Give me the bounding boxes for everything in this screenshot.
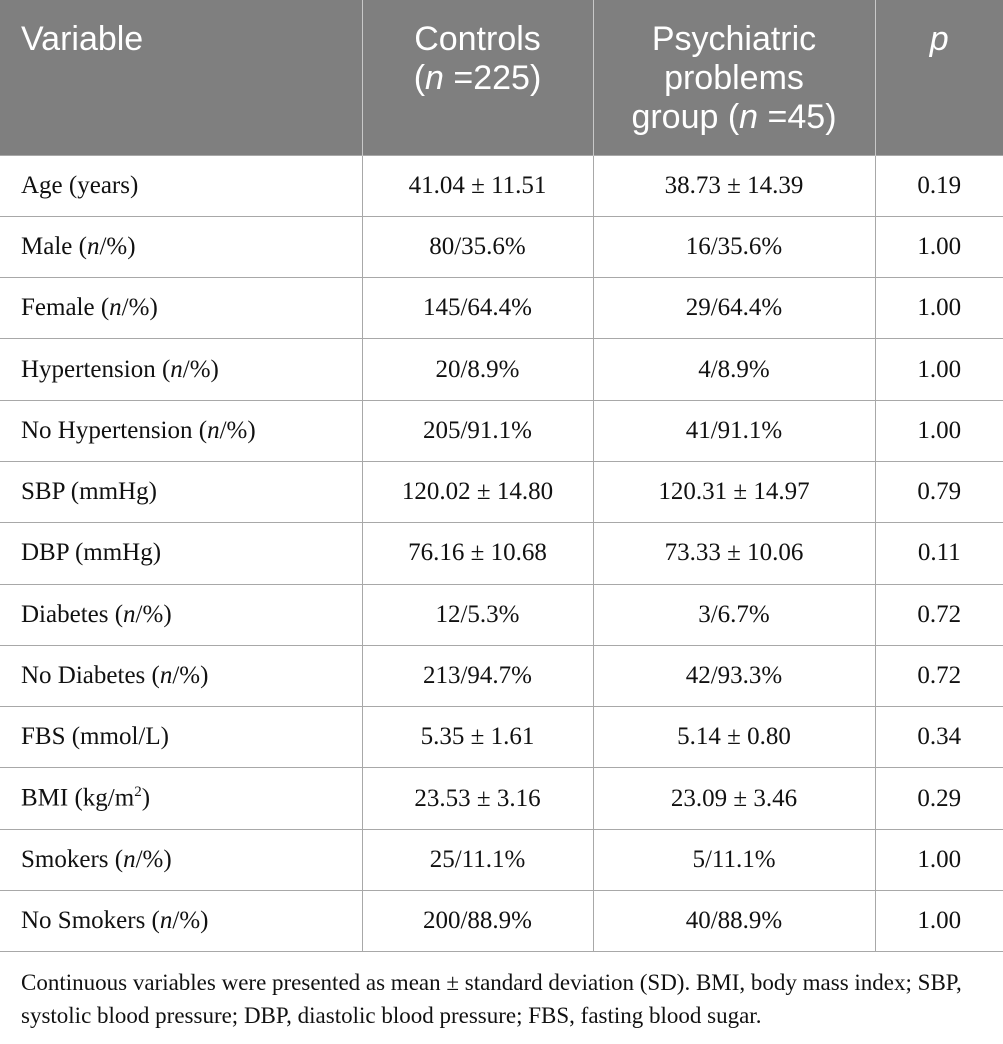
variable-cell (0, 155, 362, 216)
p-value-cell: 1.00 (875, 829, 1003, 890)
header-p-value (875, 0, 1003, 155)
variable-label-pre: Female ( (21, 294, 110, 322)
header-psych-n-symbol: n (739, 98, 759, 136)
variable-cell (0, 278, 362, 339)
header-controls-n-symbol: n (425, 59, 444, 97)
p-value-cell: 1.00 (875, 339, 1003, 400)
variable-cell (0, 768, 362, 829)
variable-label-it: n (123, 845, 136, 873)
variable-label-post: /%) (219, 416, 256, 444)
p-value-cell: 1.00 (875, 216, 1003, 277)
variable-label-post: /%) (99, 232, 136, 260)
header-psych-line2: problems (664, 59, 804, 97)
variable-label-pre: No Hypertension ( (21, 416, 208, 444)
header-controls (362, 0, 593, 155)
variable-label-it: n (170, 355, 183, 383)
psychiatric-cell: 42/93.3% (593, 645, 875, 706)
psychiatric-cell: 3/6.7% (593, 584, 875, 645)
variable-cell (0, 400, 362, 461)
controls-cell: 5.35 ± 1.61 (362, 707, 593, 768)
table-row (0, 707, 1003, 768)
variable-label-sup: 2 (134, 784, 142, 801)
variable-label-it: n (109, 294, 122, 322)
variable-label-pre: Smokers ( (21, 845, 124, 873)
table-body (0, 155, 1003, 952)
table-row (0, 523, 1003, 584)
p-value-cell: 0.72 (875, 645, 1003, 706)
p-value-cell: 1.00 (875, 891, 1003, 952)
variable-cell (0, 216, 362, 277)
header-psychiatric (593, 0, 875, 155)
variable-cell (0, 829, 362, 890)
variable-label-it: n (123, 600, 136, 628)
variable-label-pre: No Smokers ( (21, 907, 160, 935)
header-psych-line1: Psychiatric (651, 20, 817, 58)
variable-label-pre: Age (years) (21, 171, 139, 199)
header-controls-n-open: ( (413, 59, 426, 97)
table-row (0, 339, 1003, 400)
controls-cell: 80/35.6% (362, 216, 593, 277)
controls-cell: 76.16 ± 10.68 (362, 523, 593, 584)
controls-cell: 12/5.3% (362, 584, 593, 645)
psychiatric-cell: 38.73 ± 14.39 (593, 155, 875, 216)
p-value-cell: 0.34 (875, 707, 1003, 768)
psychiatric-cell: 29/64.4% (593, 278, 875, 339)
table-row (0, 400, 1003, 461)
p-value-cell: 0.19 (875, 155, 1003, 216)
psychiatric-cell: 23.09 ± 3.46 (593, 768, 875, 829)
header-p-symbol: p (929, 20, 949, 58)
variable-cell (0, 461, 362, 522)
p-value-cell: 1.00 (875, 400, 1003, 461)
controls-cell: 213/94.7% (362, 645, 593, 706)
header-variable: Variable (0, 0, 362, 155)
variable-cell (0, 707, 362, 768)
variable-cell (0, 584, 362, 645)
controls-cell: 145/64.4% (362, 278, 593, 339)
psychiatric-cell: 4/8.9% (593, 339, 875, 400)
variable-label-pre: FBS (mmol/L) (21, 723, 169, 751)
variable-cell (0, 339, 362, 400)
table-row (0, 584, 1003, 645)
variable-cell (0, 645, 362, 706)
variable-label-it: n (207, 416, 220, 444)
psychiatric-cell: 5.14 ± 0.80 (593, 707, 875, 768)
variable-label-post: /%) (135, 845, 172, 873)
variable-cell (0, 891, 362, 952)
table-row (0, 216, 1003, 277)
p-value-cell: 0.11 (875, 523, 1003, 584)
variable-label-post: /%) (172, 907, 209, 935)
table-row (0, 891, 1003, 952)
variable-label-pre: DBP (mmHg) (21, 539, 162, 567)
controls-cell: 120.02 ± 14.80 (362, 461, 593, 522)
variable-label-post: /%) (135, 600, 172, 628)
variable-label-pre: Hypertension ( (21, 355, 171, 383)
variable-label-it: n (159, 662, 173, 690)
header-psych-n-value: =45) (758, 98, 837, 136)
controls-cell: 23.53 ± 3.16 (362, 768, 593, 829)
table-row (0, 829, 1003, 890)
controls-cell: 25/11.1% (362, 829, 593, 890)
header-psych-line3: group ( (631, 98, 740, 136)
p-value-cell: 1.00 (875, 278, 1003, 339)
controls-cell: 41.04 ± 11.51 (362, 155, 593, 216)
psychiatric-cell: 5/11.1% (593, 829, 875, 890)
table-footnote: Continuous variables were presented as mean ± standard deviation (SD). BMI, body mass index; SBP, systolic blood pressure; DBP, diastolic blood pressure; FBS, fasting blood sugar. (21, 970, 962, 1028)
table-row (0, 768, 1003, 829)
psychiatric-cell: 16/35.6% (593, 216, 875, 277)
variable-label-after: ) (141, 784, 151, 812)
variable-label-it: n (159, 907, 173, 935)
variable-label-post: /%) (172, 662, 209, 690)
variable-label-pre: Diabetes ( (21, 600, 124, 628)
variable-label-pre: Male ( (21, 232, 87, 260)
table-row (0, 278, 1003, 339)
variable-label-it: n (86, 232, 100, 260)
variable-label-pre: BMI (kg/m (21, 784, 135, 812)
header-controls-title: Controls (414, 20, 541, 58)
p-value-cell: 0.29 (875, 768, 1003, 829)
psychiatric-cell: 41/91.1% (593, 400, 875, 461)
psychiatric-cell: 40/88.9% (593, 891, 875, 952)
variable-label-post: /%) (121, 294, 158, 322)
variable-label-pre: SBP (mmHg) (21, 478, 157, 506)
header-controls-n-value: =225) (443, 59, 542, 97)
p-value-cell: 0.79 (875, 461, 1003, 522)
controls-cell: 205/91.1% (362, 400, 593, 461)
header-row (0, 0, 1003, 155)
variable-label-pre: No Diabetes ( (21, 662, 160, 690)
table-row (0, 645, 1003, 706)
p-value-cell: 0.72 (875, 584, 1003, 645)
controls-cell: 20/8.9% (362, 339, 593, 400)
psychiatric-cell: 73.33 ± 10.06 (593, 523, 875, 584)
table-row (0, 461, 1003, 522)
table-row (0, 155, 1003, 216)
variable-label-post: /%) (182, 355, 219, 383)
controls-cell: 200/88.9% (362, 891, 593, 952)
psychiatric-cell: 120.31 ± 14.97 (593, 461, 875, 522)
variable-cell (0, 523, 362, 584)
